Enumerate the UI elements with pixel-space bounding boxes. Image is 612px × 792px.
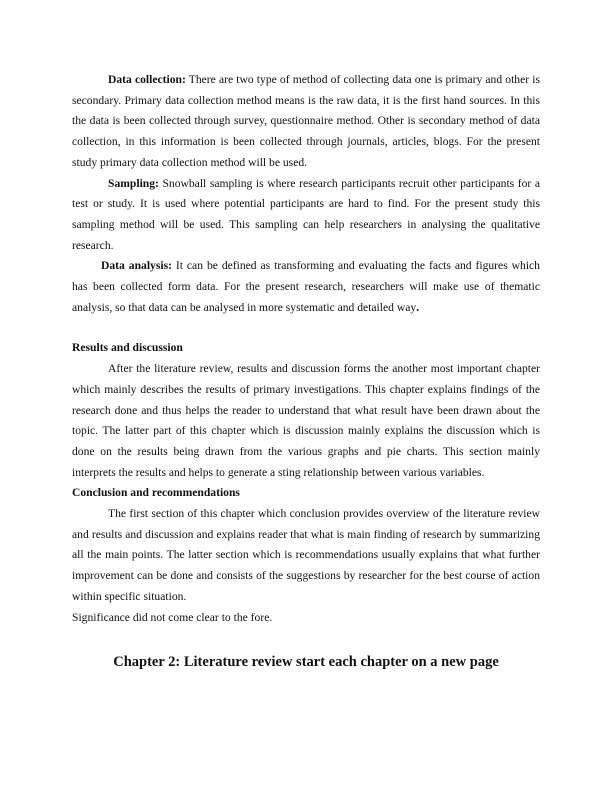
conclusion-heading: Conclusion and recommendations	[72, 486, 240, 500]
data-analysis-text: It can be defined as transforming and evaluating the facts and figures which has been collected form data. For the present research, researchers will make use of thematic analysis, so that data can be analysed in more systematic and detailed way	[72, 259, 540, 314]
results-paragraph: After the literature review, results and discussion forms the another most important chapter which mainly describes the results of primary investigations. This chapter explains findings of the research done and thus helps the reader to understand that what result have been drawn about the topic. The latter part of this chapter which is discussion mainly explains the discussion which is done on the results being drawn from the various graphs and pie charts. This section mainly interprets the results and helps to generate a sting relationship between various variables.	[72, 362, 540, 479]
sampling-paragraph	[72, 174, 540, 257]
results-heading: Results and discussion	[72, 341, 183, 355]
chapter-title: Chapter 2: Literature review start each chapter on a new page	[113, 654, 499, 671]
document-page	[72, 70, 540, 673]
significance-line: Significance did not come clear to the fore.	[72, 610, 273, 624]
sampling-label: Sampling:	[108, 176, 159, 190]
sampling-text: Snowball sampling is where research participants recruit other participants for a test or study. It is used where potential participants are hard to find. For the present study this sampling method will be used. This sampling can help researchers in analysing the qualitative research.	[72, 176, 540, 252]
data-collection-text: There are two type of method of collecting data one is primary and other is secondary. Primary data collection method means is the raw data, it is the first hand sources. In this the data is been collected through survey, questionnaire method. Other is secondary method of data collection, in this information is been collected through journals, articles, blogs. For the present study primary data collection method will be used.	[72, 73, 540, 169]
data-analysis-label: Data analysis:	[101, 259, 172, 273]
conclusion-paragraph: The first section of this chapter which conclusion provides overview of the literature review and results and discussion and explains reader that what is main finding of research by summarizing all the main points. The latter section which is recommendations usually explains that what further improvement can be done and consists of the suggestions by researcher for the best course of action within specific situation.	[72, 507, 540, 603]
section-spacer	[72, 318, 540, 338]
data-collection-label: Data collection:	[108, 73, 186, 86]
data-analysis-end: .	[416, 300, 420, 314]
data-collection-paragraph	[72, 70, 540, 174]
data-analysis-paragraph	[72, 256, 540, 318]
